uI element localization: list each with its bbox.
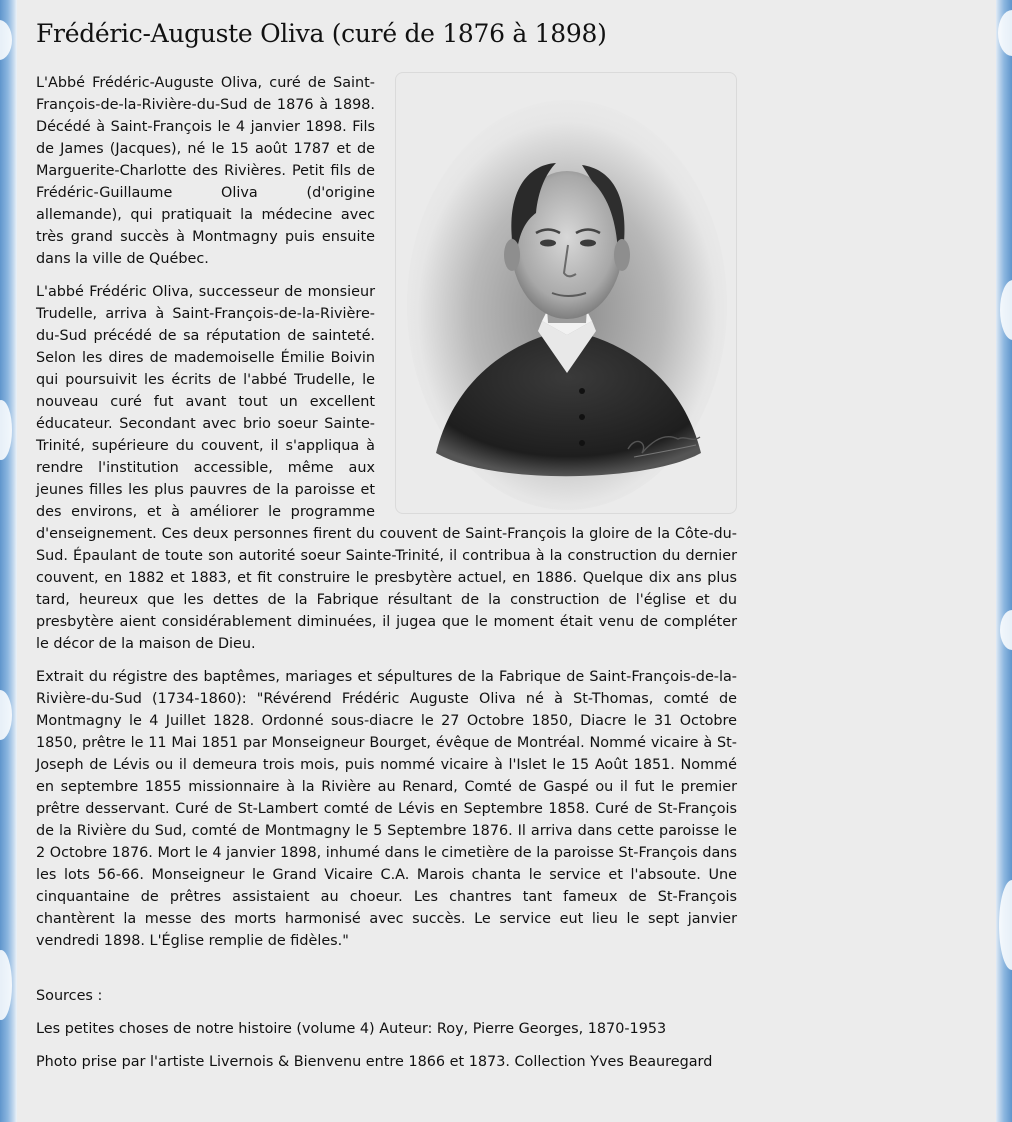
cloud-decoration bbox=[0, 400, 12, 460]
source-item: Les petites choses de notre histoire (volume 4) Auteur: Roy, Pierre Georges, 1870-1953 bbox=[36, 1021, 667, 1037]
cloud-decoration bbox=[0, 20, 12, 60]
paragraph-1: L'Abbé Frédéric-Auguste Oliva, curé de Saint-François-de-la-Rivière-du-Sud de 1876 à 1898. Décédé à Saint-François le 4 janvier 1898. Fils de James (Jacques), né le 15 août 1787 et de Marguerite-Charlotte des Rivières. Petit fils de Frédéric-Guillaume Oliva (d'origine allemande), qui pratiquait la médecine avec très grand succès à Montmagny puis ensuite dans la ville de Québec. bbox=[36, 75, 375, 267]
cloud-decoration bbox=[999, 880, 1012, 970]
portrait-icon bbox=[396, 73, 737, 514]
paragraph-3: Extrait du régistre des baptêmes, mariages et sépultures de la Fabrique de Saint-François-de-la-Rivière-du-Sud (1734-1860): "Révérend Frédéric Auguste Oliva né à St-Thomas, comté de Montmagny le 4 Juillet 1828. Ordonné sous-diacre le 27 Octobre 1850, Diacre le 31 Octobre 1850, prêtre le 11 Mai 1851 par Monseigneur Bourget, évêque de Montréal. Nommé vicaire à St-Joseph de Lévis ou il demeura trois mois, puis nommé vicaire à l'Islet le 15 Août 1851. Nommé en septembre 1855 missionnaire à la Rivière au Renard, Comté de Gaspé ou il fut le premier prêtre desservant. Curé de St-Lambert comté de Lévis en Septembre 1858. Curé de St-François de la Rivière du Sud, comté de Montmagny le 5 Septembre 1876. Il arriva dans cette paroisse le 2 Octobre 1876. Mort le 4 janvier 1898, inhumé dans le cimetière de la paroisse St-François dans les lots 56-66. Monseigneur le Grand Vicaire C.A. Marois chanta le service et l'absoute. Une cinquantaine de prêtres assistaient au choeur. Les chantres tant fameux de St-François chantèrent la messe des morts harmonisé avec succès. Le service eut lieu le sept janvier vendredi 1898. L'Église remplie de fidèles." bbox=[36, 669, 737, 949]
cloud-decoration bbox=[998, 10, 1012, 56]
source-item: Photo prise par l'artiste Livernois & Bienvenu entre 1866 et 1873. Collection Yves Beauregard bbox=[36, 1054, 713, 1070]
article-body bbox=[36, 72, 737, 1073]
cloud-decoration bbox=[0, 950, 12, 1020]
cloud-decoration bbox=[1000, 280, 1012, 340]
paragraph-2: L'abbé Frédéric Oliva, successeur de monsieur Trudelle, arriva à Saint-François-de-la-Rivière-du-Sud précédé de sa réputation de sainteté. Selon les dires de mademoiselle Émilie Boivin qui poursuivit les écrits de l'abbé Trudelle, le nouveau curé fut avant tout un excellent éducateur. Secondant avec brio soeur Sainte-Trinité, supérieure du couvent, il s'appliqua à rendre l'institution accessible, même aux jeunes filles les plus pauvres de la paroisse et des environs, et à améliorer le programme d'enseignement. Ces deux personnes firent du couvent de Saint-François la gloire de la Côte-du-Sud. Épaulant de toute son autorité soeur Sainte-Trinité, il contribua à la construction du dernier couvent, en 1882 et 1883, et fit construire le presbytère actuel, en 1886. Quelque dix ans plus tard, heureux que les dettes de la Fabrique résultant de la construction de l'église et du presbytère aient considérablement diminuées, il jugea que le moment était venu de compléter le décor de la maison de Dieu. bbox=[36, 284, 737, 652]
sources-label: Sources : bbox=[36, 988, 103, 1004]
page-title: Frédéric-Auguste Oliva (curé de 1876 à 1898) bbox=[36, 19, 607, 48]
article-page bbox=[17, 0, 996, 1122]
portrait-photo bbox=[395, 72, 737, 514]
article-content bbox=[36, 0, 737, 1084]
cloud-decoration bbox=[1000, 610, 1012, 650]
cloud-decoration bbox=[0, 690, 12, 740]
